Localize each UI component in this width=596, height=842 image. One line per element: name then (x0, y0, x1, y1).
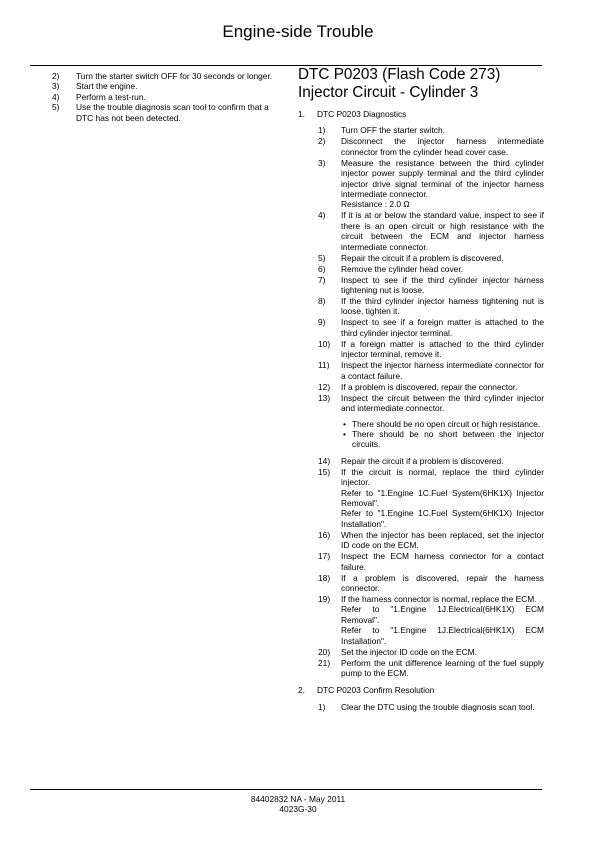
step-number: 18) (318, 572, 331, 583)
step-number: 12) (318, 381, 331, 392)
step-number: 6) (318, 263, 326, 274)
bullet-text: There should be no open circuit or high resistance. (352, 418, 541, 429)
section-number: 1. (298, 109, 305, 119)
step-text: Turn the starter switch OFF for 30 seconds or longer. (76, 71, 273, 81)
step-text: When the injector has been replaced, set the injector ID code on the ECM. (341, 529, 544, 551)
bullet-item (343, 419, 544, 429)
step-body (341, 467, 544, 529)
bullet-icon: • (343, 428, 346, 439)
step-number: 3) (318, 157, 326, 168)
step-text: Inspect to see if a foreign matter is attached to the third cylinder injector terminal. (341, 317, 544, 338)
step-number: 5) (52, 102, 60, 113)
bullet-icon: • (343, 418, 346, 429)
step-number: 13) (318, 392, 331, 403)
step-text: Inspect the injector harness intermediate connector for a contact failure. (341, 360, 544, 381)
reference-text: Refer to "1.Engine 1C.Fuel System(6HK1X) Injector Removal". (341, 487, 544, 508)
reference-text: Refer to "1.Engine 1C.Fuel System(6HK1X) Injector Installation". (341, 508, 544, 529)
step-text: Inspect to see if the third cylinder injector harness tightening nut is loose. (341, 274, 544, 296)
list-item (318, 125, 544, 135)
resistance-spec: Resistance : 2.0 Ω (341, 199, 410, 210)
list-item (52, 71, 280, 81)
step-text: Clear the DTC using the trouble diagnosis scan tool. (341, 701, 535, 712)
step-text: Disconnect the injector harness intermediate connector from the cylinder head cover case. (341, 136, 544, 157)
step-number: 1) (318, 125, 326, 136)
step-text: Perform a test-run. (76, 91, 146, 102)
list-item (52, 102, 280, 123)
list-item (318, 264, 544, 274)
step-text: Turn OFF the starter switch. (341, 125, 445, 136)
reference-text: Refer to "1.Engine 1J.Electrical(6HK1X) ECM Removal". (341, 604, 544, 625)
step-number: 15) (318, 466, 331, 477)
list-item (318, 467, 544, 529)
step-list (318, 702, 544, 712)
step-text: If the circuit is normal, replace the third cylinder injector. (341, 466, 544, 488)
step-number: 1) (318, 701, 326, 712)
step-number: 5) (318, 252, 326, 263)
step-text: Start the engine. (76, 81, 138, 92)
step-number: 4) (52, 91, 60, 102)
list-item (318, 393, 544, 414)
step-text: If a foreign matter is attached to the third cylinder injector terminal, remove it. (341, 338, 544, 360)
footer-page-number: 4023G-30 (279, 804, 317, 814)
step-text: If a problem is discovered, repair the connector. (341, 381, 518, 392)
list-item (318, 136, 544, 157)
step-number: 16) (318, 529, 331, 540)
dtc-subtitle: Injector Circuit - Cylinder 3 (298, 84, 479, 101)
step-text: Inspect the circuit between the third cylinder injector and intermediate connector. (341, 392, 544, 414)
step-list (318, 125, 544, 678)
step-text: If the third cylinder injector harness tightening nut is loose, tighten it. (341, 296, 544, 317)
right-column (298, 66, 544, 713)
footer-divider (30, 789, 542, 790)
step-number: 9) (318, 317, 326, 328)
list-item (318, 360, 544, 381)
list-item (318, 158, 544, 210)
step-number: 17) (318, 551, 331, 562)
step-number: 3) (52, 81, 60, 92)
section-title: DTC P0203 Diagnostics (317, 109, 407, 119)
step-number: 10) (318, 338, 331, 349)
list-item (318, 658, 544, 679)
list-item (318, 253, 544, 263)
list-item (318, 594, 544, 646)
dtc-title: DTC P0203 (Flash Code 273) (298, 66, 501, 83)
step-text: Set the injector ID code on the ECM. (341, 646, 477, 657)
section-number: 2. (298, 685, 305, 696)
step-number: 20) (318, 646, 331, 657)
step-number: 11) (318, 360, 330, 371)
list-item (318, 296, 544, 317)
step-number: 19) (318, 593, 331, 604)
list-item (318, 702, 544, 712)
list-item (318, 210, 544, 252)
step-number: 8) (318, 296, 326, 307)
step-text: Perform the unit difference learning of the fuel supply pump to the ECM. (341, 657, 544, 678)
step-text: Inspect the ECM harness connector for a contact failure. (341, 551, 544, 572)
list-item (318, 275, 544, 296)
bullet-text: There should be no short between the injector circuits. (352, 428, 544, 450)
list-item (318, 647, 544, 657)
step-text: Measure the resistance between the third cylinder injector power supply terminal and the third cylinder injector drive signal terminal of the injector harness intermediate connector. (341, 157, 544, 200)
list-item (318, 551, 544, 572)
step-text: Repair the circuit if a problem is discovered. (341, 252, 504, 263)
list-item (52, 92, 280, 102)
step-text: If a problem is discovered, repair the harness connector. (341, 572, 544, 593)
list-item (318, 456, 544, 466)
section-title: DTC P0203 Confirm Resolution (317, 685, 435, 696)
step-body (341, 158, 544, 210)
list-item (318, 317, 544, 338)
left-column (52, 71, 280, 123)
list-item (318, 573, 544, 594)
step-number: 2) (52, 71, 60, 81)
step-number: 7) (318, 274, 326, 285)
list-item (318, 339, 544, 360)
step-number: 2) (318, 136, 326, 147)
step-text: If it is at or below the standard value, inspect to see if there is an open circuit or high resistance with the circuit between the ECM and injector harness intermediate connector. (341, 210, 544, 252)
step-text: Use the trouble diagnosis scan tool to confirm that a DTC has not been detected. (76, 102, 269, 123)
reference-text: Refer to "1.Engine 1J.Electrical(6HK1X) ECM Installation". (341, 625, 544, 646)
step-number: 4) (318, 210, 326, 221)
list-item (318, 530, 544, 551)
step-body (341, 594, 544, 646)
section-heading (298, 109, 544, 119)
list-item (318, 382, 544, 392)
step-text: Remove the cylinder head cover. (341, 263, 463, 274)
list-item (52, 81, 280, 91)
step-number: 14) (318, 455, 331, 466)
footer-doc-id: 84402832 NA - May 2011 (250, 794, 346, 804)
step-text: Repair the circuit if a problem is discovered. (341, 455, 504, 466)
bullet-item (343, 429, 544, 450)
step-number: 21) (318, 657, 331, 668)
bullet-list (343, 419, 544, 450)
section-heading (298, 685, 544, 695)
step-text: If the harness connector is normal, replace the ECM. (341, 593, 537, 604)
page-title: Engine-side Trouble (222, 22, 374, 41)
